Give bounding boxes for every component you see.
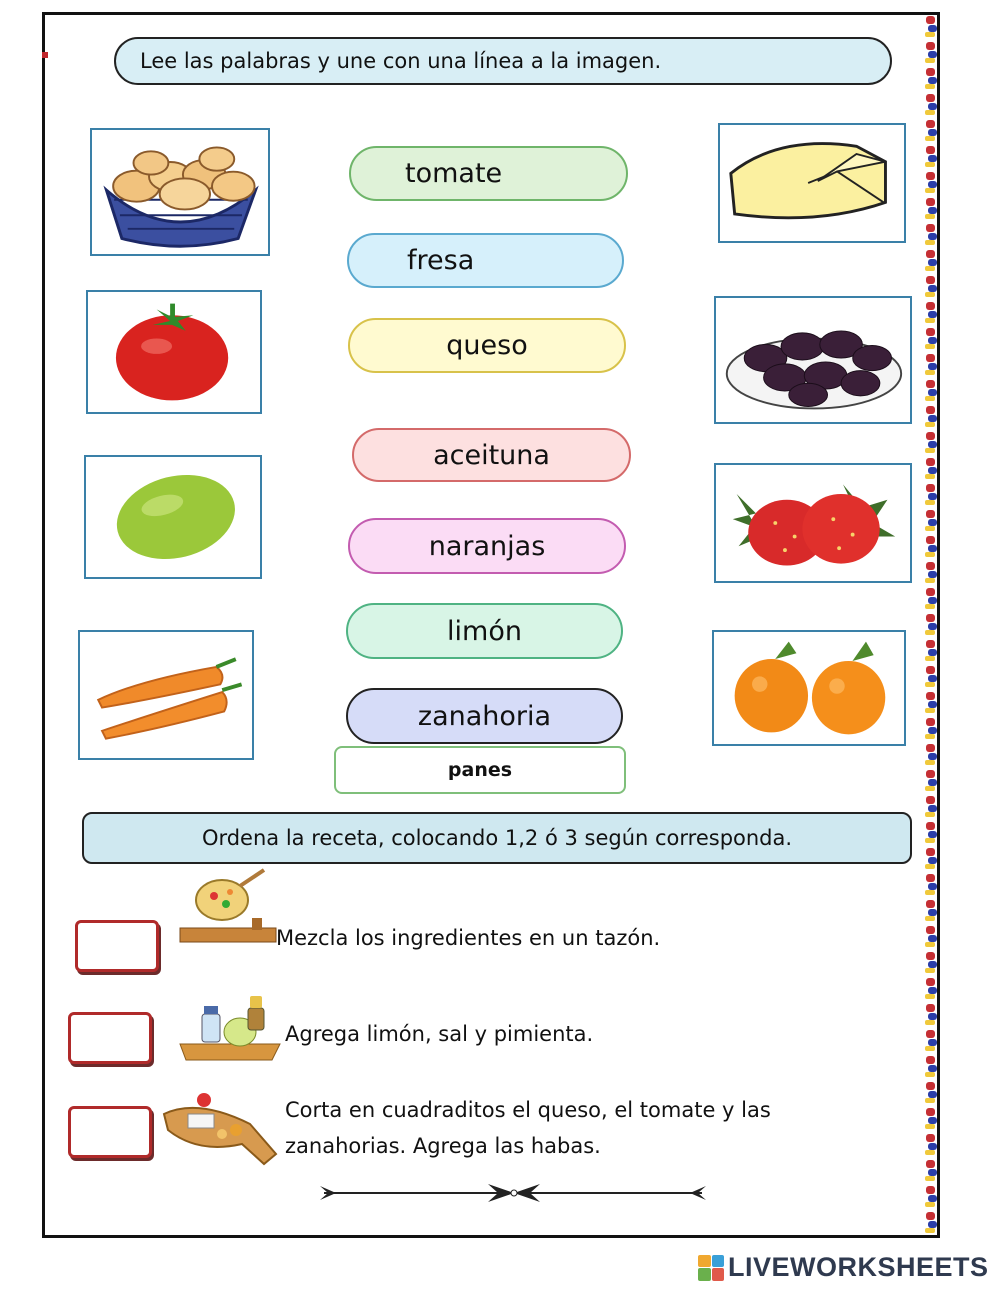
word-label: fresa — [407, 245, 475, 276]
word-label: aceituna — [433, 439, 550, 471]
spiral-binding — [922, 14, 942, 1238]
brand-name: LIVEWORKSHEETS — [728, 1252, 989, 1282]
carrots-icon — [80, 632, 252, 758]
image-oranges[interactable] — [712, 630, 906, 746]
answer-box-step-1[interactable] — [75, 920, 159, 972]
instruction-text: Lee las palabras y une con una línea a la imagen. — [140, 49, 662, 73]
instruction-banner-match — [114, 37, 892, 85]
footer-brand[interactable] — [698, 1252, 989, 1283]
recipe-step-1: Mezcla los ingredientes en un tazón. — [276, 926, 661, 950]
ornament-divider — [318, 1180, 708, 1206]
word-panes[interactable] — [334, 746, 626, 794]
recipe-step-2: Agrega limón, sal y pimienta. — [285, 1022, 594, 1046]
corner-mark — [42, 52, 48, 58]
seasoning-board-icon — [176, 988, 284, 1064]
image-strawberries[interactable] — [714, 463, 912, 583]
word-label: naranjas — [428, 530, 546, 562]
mixing-bowl-icon — [178, 866, 278, 948]
word-aceituna[interactable] — [352, 428, 631, 482]
recipe-step-3-line-2: zanahorias. Agrega las habas. — [285, 1134, 601, 1158]
word-label: zanahoria — [417, 700, 552, 732]
image-carrots[interactable] — [78, 630, 254, 760]
cutting-board-icon — [158, 1084, 282, 1172]
recipe-step-3-line-1: Corta en cuadraditos el queso, el tomate y las — [285, 1098, 771, 1122]
word-label: panes — [447, 759, 513, 781]
tomato-icon — [88, 292, 260, 412]
word-label: limón — [447, 615, 522, 647]
answer-box-step-3[interactable] — [68, 1106, 152, 1158]
instruction-banner-recipe — [82, 812, 912, 864]
oranges-icon — [714, 632, 904, 744]
word-label: queso — [446, 330, 528, 361]
strawberries-icon — [716, 465, 910, 581]
word-label: tomate — [405, 158, 503, 189]
image-olives[interactable] — [714, 296, 912, 424]
word-queso[interactable] — [348, 318, 626, 373]
instruction-text: Ordena la receta, colocando 1,2 ó 3 según corresponda. — [201, 826, 793, 850]
image-tomato[interactable] — [86, 290, 262, 414]
answer-box-step-2[interactable] — [68, 1012, 152, 1064]
image-lime[interactable] — [84, 455, 262, 579]
image-bread-basket[interactable] — [90, 128, 270, 256]
word-fresa[interactable] — [347, 233, 624, 288]
liveworksheets-logo-icon — [698, 1255, 724, 1281]
word-naranjas[interactable] — [348, 518, 626, 574]
olives-icon — [716, 298, 910, 422]
word-limon[interactable] — [346, 603, 623, 659]
lime-icon — [86, 457, 260, 577]
cheese-icon — [720, 125, 904, 241]
bread-basket-icon — [92, 130, 268, 254]
image-cheese[interactable] — [718, 123, 906, 243]
word-tomate[interactable] — [349, 146, 628, 201]
word-zanahoria[interactable] — [346, 688, 623, 744]
